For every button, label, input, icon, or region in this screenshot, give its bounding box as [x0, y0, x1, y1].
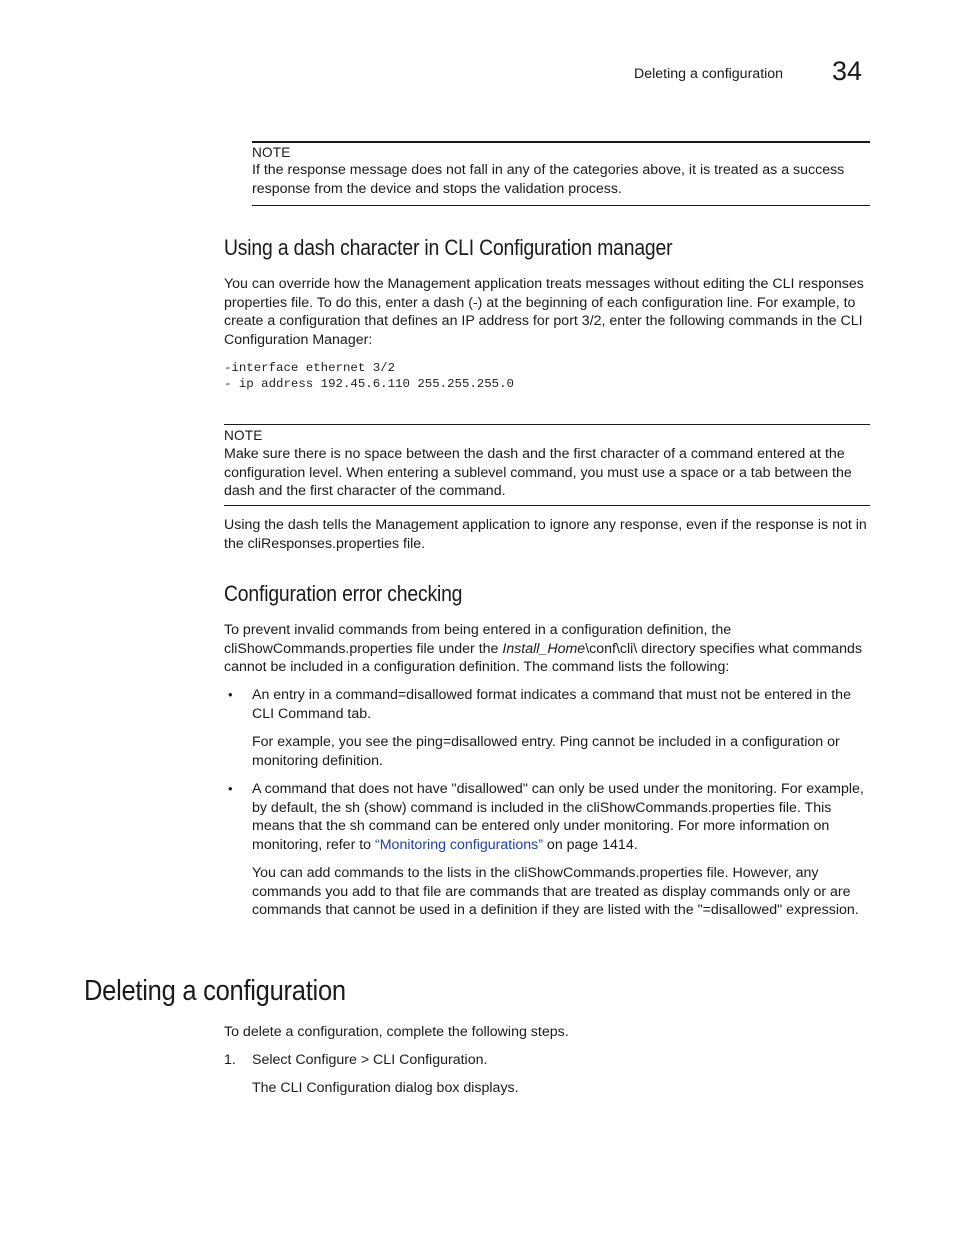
- step-1: [252, 1051, 872, 1070]
- page-section-title: Deleting a configuration: [84, 975, 346, 1007]
- bullet2-text-b: (show) command is included in the cliShowCommands.properties file. This means that the: [252, 799, 832, 835]
- bullet2-text-d: on page 1414.: [542, 837, 638, 854]
- bullet1-text-b: tab.: [343, 705, 372, 722]
- note-label: NOTE: [252, 145, 291, 160]
- dash-paragraph-2: Using the dash tells the Management application to ignore any response, even if the response is not in the cliResponses.properties file.: [224, 517, 867, 552]
- cli-command-tab-name: CLI Command: [252, 705, 344, 722]
- note-top-rule: [252, 141, 870, 143]
- sh-command: sh: [345, 799, 361, 816]
- step1-sub-text-b: dialog box displays.: [390, 1080, 519, 1096]
- step-1-result: [252, 1079, 872, 1098]
- code-line-2: - ip address 192.45.6.110 255.255.255.0: [224, 377, 514, 391]
- note-bottom-rule: [224, 505, 870, 506]
- sh-command: sh: [349, 818, 365, 835]
- chapter-number: 34: [832, 56, 863, 86]
- bullet-item-2-detail: You can add commands to the lists in the cliShowCommands.properties file. However, any commands you add to that file are commands that are treated as display commands only or are commands that cannot be used in a definition if they are listed with the "=disallowed" expression.: [252, 865, 859, 919]
- running-header-title: Deleting a configuration: [634, 66, 784, 82]
- error-paragraph-1: [224, 621, 872, 677]
- dialog-name: CLI Configuration: [280, 1080, 391, 1096]
- monitoring-configurations-link[interactable]: “Monitoring configurations”: [375, 837, 543, 854]
- menu-path: Configure > CLI Configuration: [295, 1052, 484, 1068]
- bullet1-text-a: An entry in a command=disallowed format indicates a command that must not be entered in the: [252, 687, 851, 703]
- bullet-marker: •: [228, 687, 233, 702]
- delete-intro: To delete a configuration, complete the following steps.: [224, 1024, 569, 1040]
- section-heading-error-checking: Configuration error checking: [224, 581, 463, 606]
- step1-text-a: Select: [252, 1052, 296, 1068]
- section-heading-dash: Using a dash character in CLI Configuration manager: [224, 235, 673, 260]
- install-home-path: Install_Home: [502, 640, 586, 657]
- step-number: 1.: [224, 1052, 236, 1068]
- bullet-marker: •: [228, 781, 233, 796]
- bullet2-text-c: command can be entered only under monitoring. For more information on monitoring, refer to: [252, 818, 830, 854]
- note-bottom-rule: [252, 205, 870, 206]
- note-label: NOTE: [224, 428, 263, 443]
- bullet-item-2: [252, 780, 872, 855]
- error-para-text-b: \conf\cli\ directory specifies what commands cannot be included in a configuration definition. The command lists the following:: [224, 640, 862, 676]
- dash-paragraph-1: You can override how the Management application treats messages without editing the CLI responses properties file. To do this, enter a dash (-) at the beginning of each configuration line. For example, to create a configuration that defines an IP address for port 3/2, enter the following commands in the CLI Configuration Manager:: [224, 276, 864, 349]
- bullet-item-1: [252, 686, 872, 723]
- note-top-rule: [224, 424, 870, 425]
- code-line-1: -interface ethernet 3/2: [224, 361, 396, 375]
- step1-text-b: .: [483, 1052, 488, 1068]
- bullet2-text-a: A command that does not have "disallowed" can only be used under the monitoring. For example, by default, the: [252, 781, 864, 816]
- note-text: If the response message does not fall in any of the categories above, it is treated as a success response from the device and stops the validation process.: [252, 162, 845, 197]
- error-para-text-a: To prevent invalid commands from being entered in a configuration definition, the cliShowCommands.properties file under the: [224, 622, 732, 657]
- note-text: Make sure there is no space between the dash and the first character of a command entered at the configuration level. When entering a sublevel command, you must use a space or a tab between the dash and the first character of the command.: [224, 446, 852, 500]
- bullet-item-1-detail: For example, you see the ping=disallowed entry. Ping cannot be included in a configuration or monitoring definition.: [252, 734, 840, 769]
- step1-sub-text-a: The: [252, 1080, 281, 1096]
